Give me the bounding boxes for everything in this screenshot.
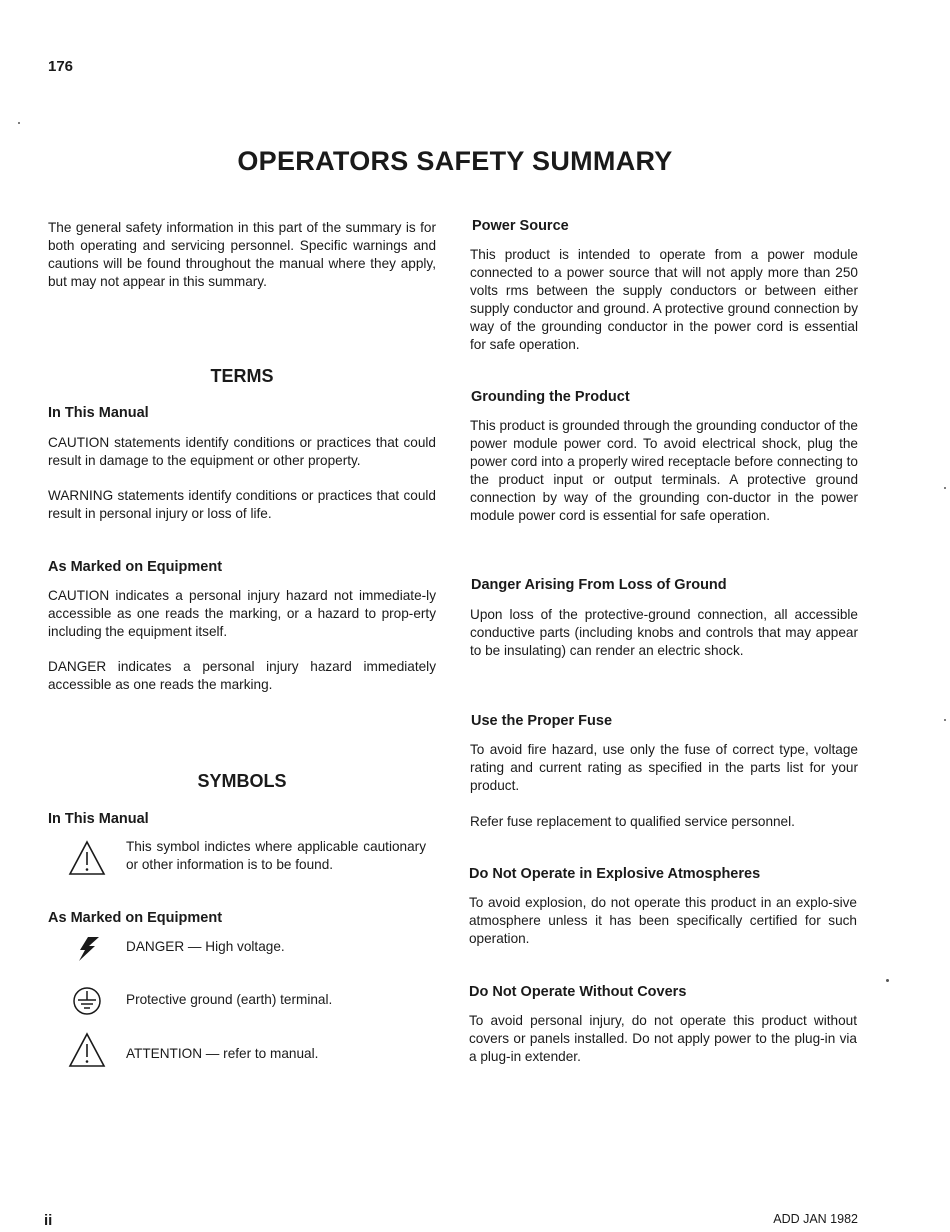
symbol-attention-label: ATTENTION — refer to manual. xyxy=(126,1046,319,1061)
symbols-marked-heading: As Marked on Equipment xyxy=(48,910,223,926)
grounding-text: This product is grounded through the grounding conductor of the power module power cord. To avoid electrical shock, plug the power cord into a properly wired receptacle before connecting to the product input or output terminals. A protective ground connection by way of the grounding con-ductor in the power module power cord is essential for safe operation. xyxy=(470,418,858,523)
scan-speck xyxy=(944,719,946,721)
fuse-text: To avoid fire hazard, use only the fuse of correct type, voltage rating and current rating as specified in the parts list for your product. xyxy=(470,742,858,793)
attention-triangle-icon xyxy=(68,1032,106,1073)
power-source-heading: Power Source xyxy=(472,218,569,234)
symbol-attention-row xyxy=(48,1032,436,1070)
scan-speck xyxy=(944,487,946,489)
explosive-text: To avoid explosion, do not operate this product in an explo-sive atmosphere unless it has been specifically certified for such operation. xyxy=(469,895,857,946)
symbol-danger-label: DANGER — High voltage. xyxy=(126,939,285,954)
symbol-in-manual-text: This symbol indictes where applicable cautionary or other information is to be found. xyxy=(126,839,426,872)
marked-caution-text: CAUTION indicates a personal injury hazard not immediate-ly accessible as one reads the marking, or a hazard to prop-erty including the equipment itself. xyxy=(48,588,436,639)
symbol-in-manual-row xyxy=(48,838,436,878)
danger-loss-heading: Danger Arising From Loss of Ground xyxy=(471,577,727,593)
symbols-heading: SYMBOLS xyxy=(197,771,287,791)
footer-date: ADD JAN 1982 xyxy=(773,1212,858,1226)
covers-heading: Do Not Operate Without Covers xyxy=(469,984,687,1000)
terms-marked-heading: As Marked on Equipment xyxy=(48,559,223,575)
fuse-text-2: Refer fuse replacement to qualified service personnel. xyxy=(470,814,795,829)
intro-paragraph: The general safety information in this part of the summary is for both operating and servicing personnel. Specific warnings and cautions will be found throughout the manual where they apply, but may not appear in this summary. xyxy=(48,220,436,289)
caution-triangle-icon xyxy=(68,840,106,881)
symbol-ground-row xyxy=(48,984,436,1016)
terms-heading: TERMS xyxy=(210,366,274,386)
ground-terminal-icon xyxy=(72,986,102,1021)
caution-statement-text: CAUTION statements identify conditions or practices that could result in damage to the equipment or other property. xyxy=(48,435,436,468)
covers-text: To avoid personal injury, do not operate this product without covers or panels installed. Do not apply power to the plug-in via a plug-in extender. xyxy=(469,1013,857,1064)
terms-in-manual-heading: In This Manual xyxy=(48,405,149,421)
warning-statement-text: WARNING statements identify conditions or practices that could result in personal injury or loss of life. xyxy=(48,488,436,521)
scan-speck xyxy=(886,979,889,982)
grounding-heading: Grounding the Product xyxy=(471,389,630,405)
footer-page-label: ii xyxy=(44,1212,53,1229)
marked-danger-text: DANGER indicates a personal injury hazard immediately accessible as one reads the marking. xyxy=(48,659,436,692)
symbols-in-manual-heading: In This Manual xyxy=(48,811,149,827)
scan-speck xyxy=(18,122,20,124)
symbol-ground-label: Protective ground (earth) terminal. xyxy=(126,992,333,1007)
lightning-bolt-icon xyxy=(74,934,104,969)
danger-loss-text: Upon loss of the protective-ground connection, all accessible conductive parts (including knobs and controls that may appear to be insulating) can render an electric shock. xyxy=(470,607,858,658)
page-number: 176 xyxy=(48,58,74,75)
fuse-heading: Use the Proper Fuse xyxy=(471,713,613,729)
page-title: OPERATORS SAFETY SUMMARY xyxy=(237,146,673,176)
power-source-text: This product is intended to operate from a power module connected to a power source that will not apply more than 250 volts rms between the supply conductors or between either supply conductor and ground. A protective ground connection by way of the grounding conductor in the power cord is essential for safe operation. xyxy=(470,247,858,352)
explosive-heading: Do Not Operate in Explosive Atmospheres xyxy=(469,866,761,882)
symbol-danger-row xyxy=(48,934,436,966)
